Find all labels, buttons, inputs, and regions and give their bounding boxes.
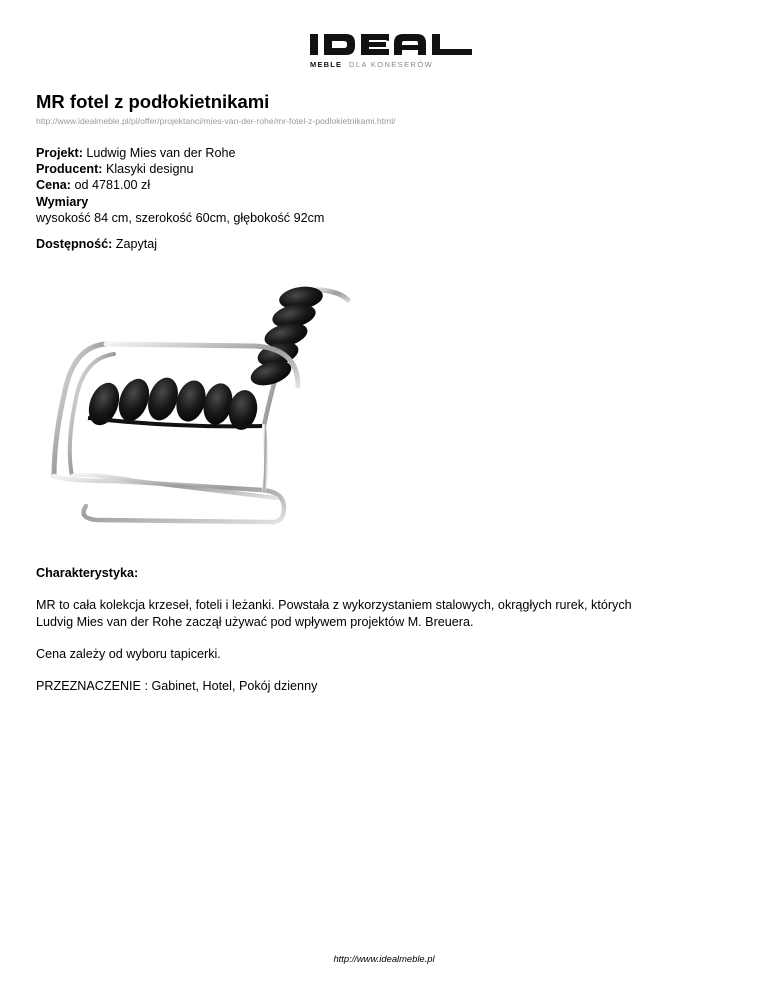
spec-producer-label: Producent:	[36, 162, 103, 177]
footer-url[interactable]: http://www.idealmeble.pl	[333, 953, 435, 964]
logo-tagline-strong: MEBLE	[310, 60, 343, 69]
spec-producer-value: Klasyki designu	[102, 162, 194, 177]
spec-price	[36, 177, 324, 193]
availability	[36, 236, 157, 252]
chair-photo	[36, 276, 376, 546]
back-cushions	[248, 284, 325, 390]
product-image[interactable]	[36, 276, 376, 546]
spec-price-value: od 4781.00 zł	[71, 178, 151, 193]
brand-logo[interactable]	[308, 30, 476, 70]
spec-producer	[36, 161, 324, 177]
availability-value: Zapytaj	[112, 237, 158, 251]
characteristics-heading: Charakterystyka:	[36, 566, 139, 580]
price-note: Cena zależy od wyboru tapicerki.	[36, 647, 221, 661]
description-line-1: MR to cała kolekcja krzeseł, foteli i leżanki. Powstała z wykorzystaniem stalowych, okrągłych rurek, których	[36, 598, 632, 612]
spec-dimensions-label: Wymiary	[36, 194, 89, 209]
ideal-logo-mark	[308, 30, 476, 70]
availability-label: Dostępność:	[36, 237, 113, 251]
spec-project	[36, 145, 324, 161]
product-title: MR fotel z podłokietnikami	[36, 91, 270, 112]
purpose-note: PRZEZNACZENIE : Gabinet, Hotel, Pokój dzienny	[36, 679, 318, 693]
logo-tagline-light: DLA KONESERÓW	[349, 60, 434, 69]
spec-dimensions	[36, 194, 324, 210]
spec-price-label: Cena:	[36, 178, 71, 193]
product-url[interactable]: http://www.idealmeble.pl/pl/offer/projektanci/mies-van-der-rohe/mr-fotel-z-podlokietnikami.html/	[36, 116, 396, 126]
description-paragraph	[36, 597, 736, 630]
spec-project-value: Ludwig Mies van der Rohe	[82, 146, 236, 160]
spec-dimensions-value: wysokość 84 cm, szerokość 60cm, głębokość 92cm	[36, 210, 325, 225]
description-line-2: Ludvig Mies van der Rohe zaczął używać pod wpływem projektów M. Breuera.	[36, 614, 474, 629]
spec-project-label: Projekt:	[36, 146, 83, 160]
product-specs	[36, 145, 324, 226]
